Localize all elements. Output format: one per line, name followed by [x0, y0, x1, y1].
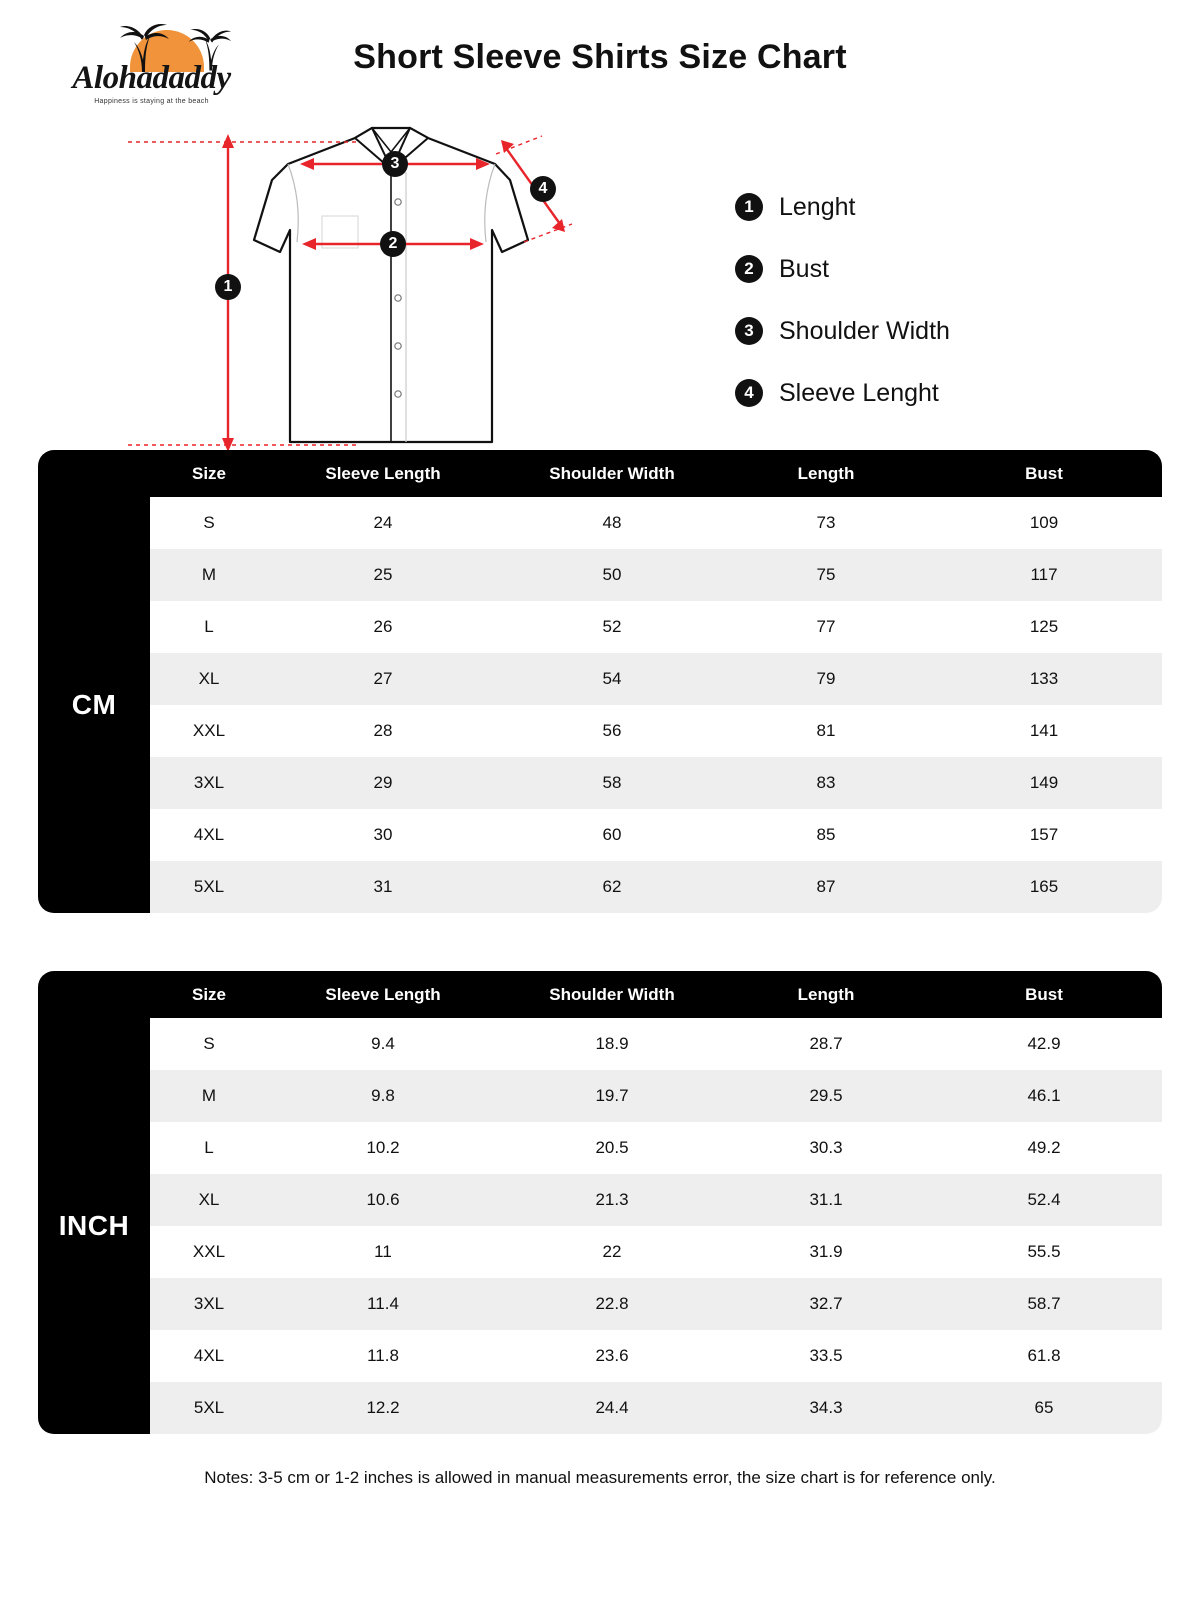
cell-size: 3XL [150, 1278, 268, 1330]
legend-number-4: 4 [735, 379, 763, 407]
shirt-icon [110, 120, 630, 460]
table-row [38, 549, 1162, 601]
cell-shoulder-width: 62 [498, 861, 726, 913]
cell-bust: 55.5 [926, 1226, 1162, 1278]
table-row [38, 653, 1162, 705]
table-row [38, 705, 1162, 757]
cell-bust: 125 [926, 601, 1162, 653]
cell-shoulder-width: 48 [498, 497, 726, 549]
cell-length: 28.7 [726, 1018, 926, 1070]
legend-item-length [735, 176, 1155, 238]
cell-shoulder-width: 22.8 [498, 1278, 726, 1330]
legend-item-sleeve-length [735, 362, 1155, 424]
cell-size: XXL [150, 705, 268, 757]
table-row [38, 809, 1162, 861]
cell-size: S [150, 497, 268, 549]
cell-shoulder-width: 20.5 [498, 1122, 726, 1174]
cell-bust: 117 [926, 549, 1162, 601]
unit-label-inch: INCH [38, 1018, 150, 1434]
table-row [38, 1122, 1162, 1174]
cell-shoulder-width: 58 [498, 757, 726, 809]
cell-size: XL [150, 1174, 268, 1226]
size-table-inch [38, 971, 1162, 1434]
legend-label-bust: Bust [779, 254, 830, 283]
cell-length: 85 [726, 809, 926, 861]
cell-length: 79 [726, 653, 926, 705]
cell-length: 87 [726, 861, 926, 913]
cell-shoulder-width: 24.4 [498, 1382, 726, 1434]
brand-tagline: Happiness is staying at the beach [94, 98, 209, 105]
column-header-sleeve-length: Sleeve Length [268, 971, 498, 1018]
cell-shoulder-width: 50 [498, 549, 726, 601]
cell-length: 73 [726, 497, 926, 549]
cell-sleeve-length: 10.2 [268, 1122, 498, 1174]
column-header-shoulder-width: Shoulder Width [498, 450, 726, 497]
cell-sleeve-length: 25 [268, 549, 498, 601]
cell-length: 75 [726, 549, 926, 601]
cell-size: L [150, 601, 268, 653]
column-header-size: Size [150, 450, 268, 497]
cell-sleeve-length: 28 [268, 705, 498, 757]
cell-bust: 149 [926, 757, 1162, 809]
cell-shoulder-width: 54 [498, 653, 726, 705]
table-row [38, 1226, 1162, 1278]
cell-sleeve-length: 27 [268, 653, 498, 705]
measurement-diagram [0, 110, 1200, 450]
unit-header-inch [38, 971, 150, 1018]
cell-bust: 157 [926, 809, 1162, 861]
cell-size: 4XL [150, 809, 268, 861]
cell-sleeve-length: 11.8 [268, 1330, 498, 1382]
cell-sleeve-length: 29 [268, 757, 498, 809]
cell-bust: 165 [926, 861, 1162, 913]
cell-size: XL [150, 653, 268, 705]
cell-sleeve-length: 26 [268, 601, 498, 653]
cell-bust: 58.7 [926, 1278, 1162, 1330]
column-header-length: Length [726, 971, 926, 1018]
cell-length: 29.5 [726, 1070, 926, 1122]
cell-length: 34.3 [726, 1382, 926, 1434]
cell-shoulder-width: 56 [498, 705, 726, 757]
cell-bust: 52.4 [926, 1174, 1162, 1226]
brand-name: Alohadaddy [72, 60, 231, 96]
legend-item-bust [735, 238, 1155, 300]
cell-size: M [150, 1070, 268, 1122]
cell-sleeve-length: 30 [268, 809, 498, 861]
cell-sleeve-length: 9.4 [268, 1018, 498, 1070]
notes-text: Notes: 3-5 cm or 1-2 inches is allowed in manual measurements error, the size chart is for reference only. [204, 1468, 996, 1487]
cell-length: 30.3 [726, 1122, 926, 1174]
shoulder-marker-badge: 3 [382, 151, 408, 177]
cell-bust: 42.9 [926, 1018, 1162, 1070]
cell-shoulder-width: 21.3 [498, 1174, 726, 1226]
table-header-row [38, 971, 1162, 1018]
table-row [38, 1382, 1162, 1434]
cell-size: M [150, 549, 268, 601]
table-row [38, 1278, 1162, 1330]
cell-size: L [150, 1122, 268, 1174]
length-marker-badge: 1 [215, 274, 241, 300]
page-header [0, 0, 1200, 110]
table-row [38, 1018, 1162, 1070]
cell-bust: 133 [926, 653, 1162, 705]
cell-size: 4XL [150, 1330, 268, 1382]
cell-sleeve-length: 9.8 [268, 1070, 498, 1122]
unit-header-cm [38, 450, 150, 497]
cell-sleeve-length: 12.2 [268, 1382, 498, 1434]
shirt-illustration [110, 120, 630, 460]
table-header-row [38, 450, 1162, 497]
table-row [38, 1174, 1162, 1226]
cell-shoulder-width: 60 [498, 809, 726, 861]
cell-sleeve-length: 11.4 [268, 1278, 498, 1330]
cell-shoulder-width: 18.9 [498, 1018, 726, 1070]
table-row [38, 1070, 1162, 1122]
cell-size: 5XL [150, 1382, 268, 1434]
table-spacer [0, 913, 1200, 971]
legend-label-length: Lenght [779, 192, 856, 221]
cell-length: 77 [726, 601, 926, 653]
cell-length: 31.9 [726, 1226, 926, 1278]
legend-number-2: 2 [735, 255, 763, 283]
page-title: Short Sleeve Shirts Size Chart [353, 38, 847, 76]
cell-shoulder-width: 52 [498, 601, 726, 653]
legend-number-3: 3 [735, 317, 763, 345]
column-header-shoulder-width: Shoulder Width [498, 971, 726, 1018]
column-header-length: Length [726, 450, 926, 497]
table-row [38, 861, 1162, 913]
cell-sleeve-length: 24 [268, 497, 498, 549]
cell-sleeve-length: 31 [268, 861, 498, 913]
cell-bust: 109 [926, 497, 1162, 549]
cell-bust: 65 [926, 1382, 1162, 1434]
cell-bust: 49.2 [926, 1122, 1162, 1174]
measurement-legend [735, 176, 1155, 424]
cell-bust: 46.1 [926, 1070, 1162, 1122]
column-header-bust: Bust [926, 971, 1162, 1018]
cell-size: XXL [150, 1226, 268, 1278]
cell-sleeve-length: 10.6 [268, 1174, 498, 1226]
size-table-cm [38, 450, 1162, 913]
legend-label-sleeve-length: Sleeve Lenght [779, 378, 939, 407]
unit-label-cm: CM [38, 497, 150, 913]
cell-sleeve-length: 11 [268, 1226, 498, 1278]
legend-label-shoulder-width: Shoulder Width [779, 316, 950, 345]
table-row [38, 757, 1162, 809]
column-header-sleeve-length: Sleeve Length [268, 450, 498, 497]
cell-shoulder-width: 19.7 [498, 1070, 726, 1122]
cell-shoulder-width: 22 [498, 1226, 726, 1278]
cell-size: S [150, 1018, 268, 1070]
cell-length: 81 [726, 705, 926, 757]
cell-bust: 141 [926, 705, 1162, 757]
legend-item-shoulder-width [735, 300, 1155, 362]
table-row [38, 1330, 1162, 1382]
cell-length: 31.1 [726, 1174, 926, 1226]
sleeve-marker-badge: 4 [530, 176, 556, 202]
cell-size: 5XL [150, 861, 268, 913]
legend-number-1: 1 [735, 193, 763, 221]
cell-size: 3XL [150, 757, 268, 809]
cell-length: 83 [726, 757, 926, 809]
column-header-bust: Bust [926, 450, 1162, 497]
table-row [38, 601, 1162, 653]
cell-length: 33.5 [726, 1330, 926, 1382]
cell-bust: 61.8 [926, 1330, 1162, 1382]
cell-length: 32.7 [726, 1278, 926, 1330]
bust-marker-badge: 2 [380, 231, 406, 257]
cell-shoulder-width: 23.6 [498, 1330, 726, 1382]
column-header-size: Size [150, 971, 268, 1018]
table-row [38, 497, 1162, 549]
